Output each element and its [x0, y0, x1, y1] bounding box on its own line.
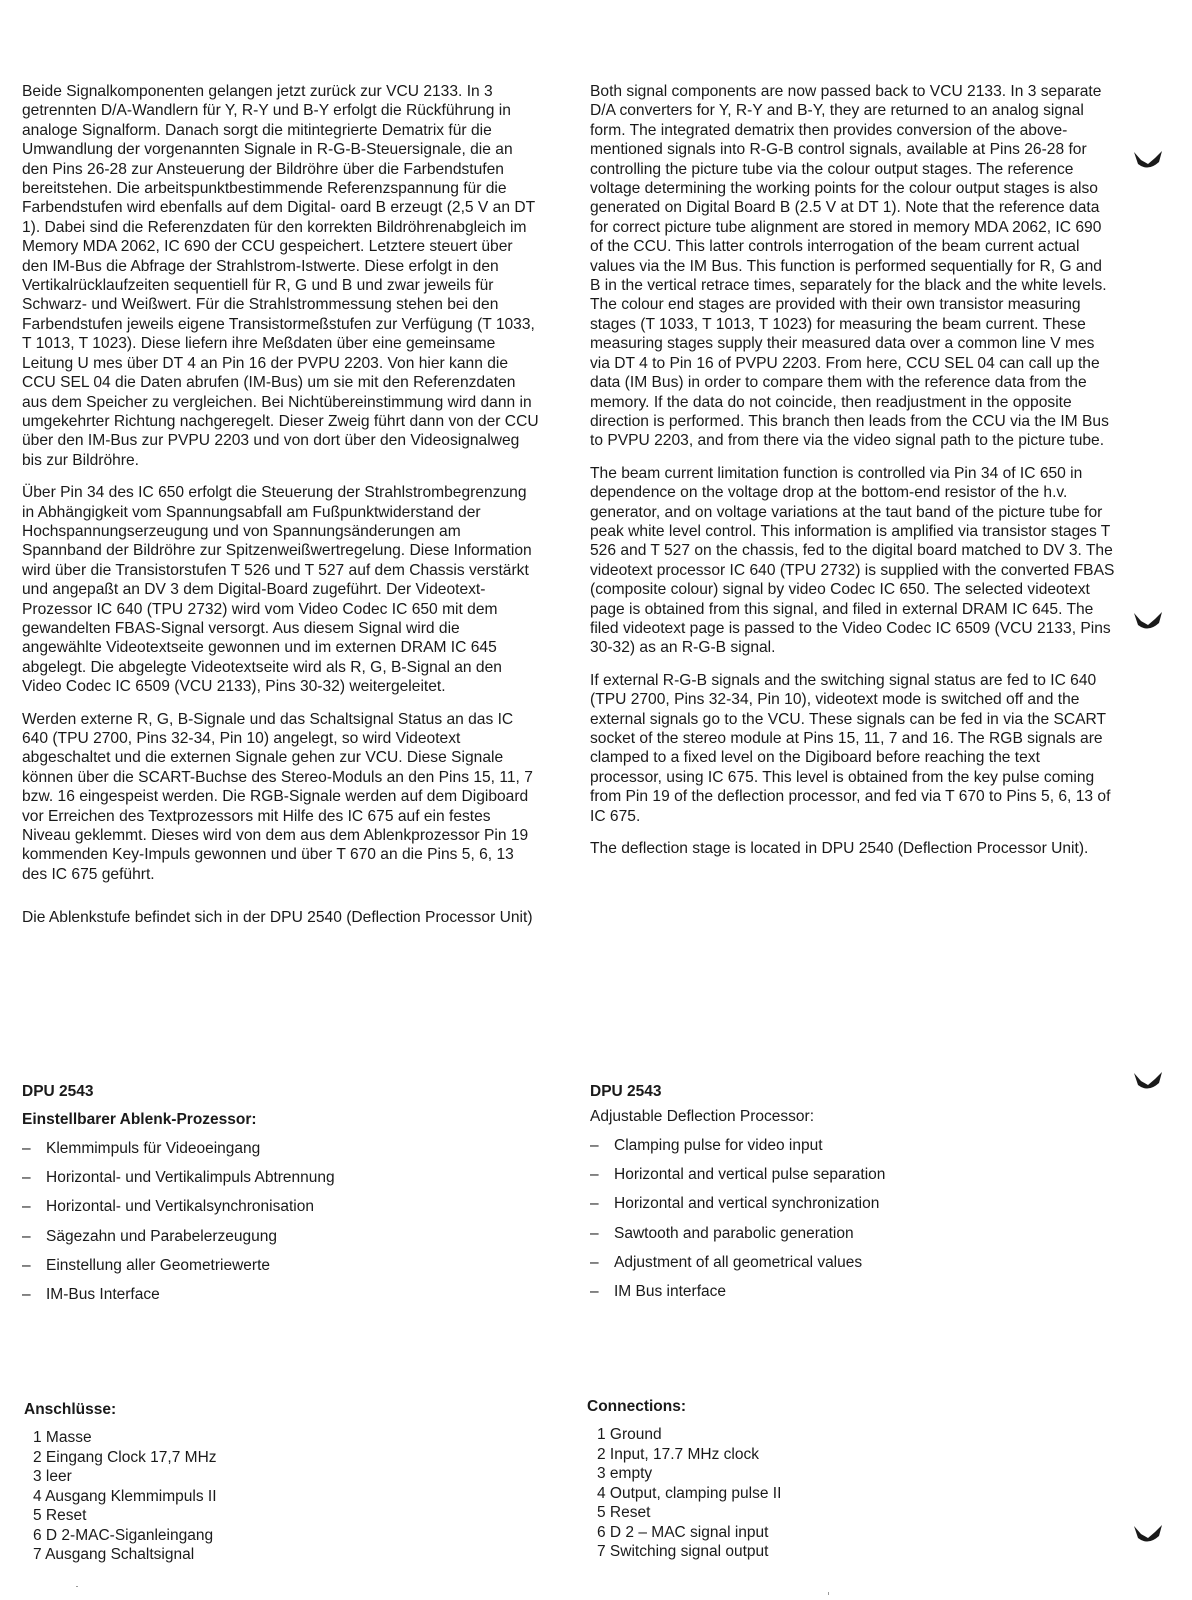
dash-marker: – [590, 1224, 599, 1242]
dash-marker: – [590, 1137, 599, 1154]
list-item: 6 D 2-MAC-Siganleingang [33, 1526, 214, 1544]
german-feature-heading: Einstellbarer Ablenk-Prozessor: [22, 1111, 257, 1128]
margin-mark-icon [1133, 148, 1163, 172]
list-item: – Horizontal and vertical pulse separation [590, 1166, 886, 1184]
list-item: 1 Ground [597, 1426, 662, 1443]
list-item: 3 empty [597, 1465, 653, 1482]
list-item: 1 Masse [33, 1429, 92, 1446]
list-item: – Clamping pulse for video input [590, 1137, 823, 1154]
list-item: – Sawtooth and parabolic generation [590, 1224, 854, 1242]
list-item: 2 Eingang Clock 17,7 MHz [33, 1448, 217, 1466]
german-model-heading: DPU 2543 [22, 1083, 94, 1100]
scan-speck [828, 1592, 829, 1595]
english-connections-list [597, 1425, 781, 1562]
list-item: 4 Output, clamping pulse II [597, 1484, 782, 1502]
german-feature-list [22, 1139, 335, 1314]
dash-marker: – [22, 1140, 31, 1157]
english-feature-heading: Adjustable Deflection Processor: [590, 1108, 815, 1125]
list-item: – Adjustment of all geometrical values [590, 1253, 863, 1271]
english-text-column [590, 82, 1115, 871]
english-paragraph-3: If external R-G-B signals and the switching signal status are fed to IC 640 (TPU 2700, Pins 32-34, Pin 10), videotext mode is switched off and the external signals go to the VCU. These signals can be fed in via the SCART socket of the stereo module at Pins 15, 11, 7 and 16. The RGB signals are clamped to a fixed level on the Digiboard before reaching the text processor, using IC 675. This level is obtained from the key pulse coming from Pin 19 of the deflection processor, and fed via T 670 to Pins 5, 6, 13 of IC 675. [590, 671, 1111, 825]
dash-marker: – [22, 1227, 31, 1245]
list-item: – Horizontal- und Vertikalimpuls Abtrennung [22, 1169, 335, 1187]
german-paragraph-4: Die Ablenkstufe befindet sich in der DPU 2540 (Deflection Processor Unit) [22, 909, 533, 927]
margin-mark-icon [1133, 609, 1163, 633]
list-item: 3 leer [33, 1468, 72, 1485]
german-connections-heading: Anschlüsse: [24, 1401, 117, 1418]
german-paragraph-2: Über Pin 34 des IC 650 erfolgt die Steuerung der Strahlstrombegrenzung in Abhängigkeit vom Spannungsabfall am Fußpunktwiderstand der Hochspannungserzeugung und von Spannungsänderungen am Spannband der Bildröhre zur Spitzenweißwertregelung. Diese Information wird über die Transistorstufen T 526 und T 527 auf dem Chassis verstärkt und angepaßt an DV 3 dem Digital-Board zugeführt. Der Videotext-Prozessor IC 640 (TPU 2732) wird vom Video Codec IC 650 mit dem gewandelten FBAS-Signal versorgt. Aus diesem Signal wird die angewählte Videotextseite gewonnen und im externen DRAM IC 645 abgelegt. Die abgelegte Videotextseite wird als R, G, B-Signal an den Video Codec IC 6509 (VCU 2133), Pins 30-32) weitergeleitet. [22, 484, 532, 696]
dash-marker: – [22, 1198, 31, 1216]
german-paragraph-3: Werden externe R, G, B-Signale und das Schaltsignal Status an das IC 640 (TPU 2700, Pins 32-34, Pin 10) angelegt, so wird Videotext abgeschaltet und die externen Signale gehen zur VCU. Diese Signale können über die SCART-Buchse des Stereo-Moduls an den Pins 15, 11, 7 bzw. 16 eingespeist werden. Die RGB-Signale werden auf dem Digiboard vor Erreichen des Textprozessors mit Hilfe des IC 675 auf ein festes Niveau geklemmt. Dieses wird von dem aus dem Ablenkprozessor Pin 19 kommenden Key-Impuls gewonnen und über T 670 an die Pins 5, 6, 13 des IC 675 geführt. [22, 710, 533, 883]
margin-mark-icon [1133, 1069, 1163, 1093]
english-paragraph-1: Both signal components are now passed back to VCU 2133. In 3 separate D/A converters for Y, R-Y and B-Y, they are returned to an analog signal form. The integrated dematrix then provides conversion of the above-mentioned signals into R-G-B control signals, available at Pins 26-28 for controlling the picture tube via the colour output stages. The reference voltage determining the working points for the colour output stages is also generated on Digital Board B (2.5 V at DT 1). Note that the reference data for correct picture tube alignment are stored in memory MDA 2062, IC 690 of the CCU. This latter controls interrogation of the beam current actual values via the IM Bus. This function is performed sequentially for R, G and B in the vertical retrace times, separately for the black and the white levels. The colour end stages are provided with their own transistor measuring stages (T 1033, T 1013, T 1023) for measuring the beam current. These measuring stages supply their measured data over a common line V mes via DT 4 to Pin 16 of PVPU 2203. From here, CCU SEL 04 can call up the data (IM Bus) in order to compare them with the reference data from the memory. If the data do not coincide, then readjustment in the opposite direction is performed. This branch then leads from the CCU via the IM Bus to PVPU 2203, and from there via the video signal path to the picture tube. [590, 83, 1109, 450]
english-feature-list [590, 1136, 885, 1311]
list-item: 4 Ausgang Klemmimpuls II [33, 1487, 217, 1505]
english-paragraph-2: The beam current limitation function is controlled via Pin 34 of IC 650 in dependence on the voltage drop at the bottom-end resistor of the h.v. generator, and on voltage variations at the taut band of the picture tube for peak white level control. This information is amplified via transistor stages T 526 and T 527 on the chassis, fed to the digital board matched to DV 3. The videotext processor IC 640 (TPU 2732) is supplied with the converted FBAS (composite colour) signal by video Codec IC 650. The selected videotext page is obtained from this signal, and filed in external DRAM IC 645. The filed videotext page is passed to the Video Codec IC 6509 (VCU 2133, Pins 30-32) as an R-G-B signal. [590, 464, 1115, 657]
margin-mark-icon [1133, 1522, 1163, 1546]
list-item: 6 D 2 – MAC signal input [597, 1523, 769, 1541]
list-item: – Horizontal- und Vertikalsynchronisation [22, 1198, 314, 1216]
german-paragraph-1: Beide Signalkomponenten gelangen jetzt zurück zur VCU 2133. In 3 getrennten D/A-Wandlern für Y, R-Y und B-Y erfolgt die Rückführung in analoge Signalform. Danach sorgt die mitintegrierte Dematrix für die Umwandlung der vorgenannten Signale in R-G-B-Steuersignale, die an den Pins 26-28 zur Ansteuerung der Bildröhre über die Farbendstufen bereitstehen. Die arbeitspunktbestimmende Referenzspannung für die Farbendstufen wird ebenfalls auf dem Digital- oard B erzeugt (2,5 V an DT 1). Dabei sind die Referenzdaten für den korrekten Bildröhrenabgleich im Memory MDA 2062, IC 690 der CCU gespeichert. Letztere steuert über den IM-Bus die Abfrage der Strahlstrom-Istwerte. Diese erfolgt in den Vertikalrücklaufzeiten sequentiell für R, G und B und zwar jeweils für Schwarz- und Weißwert. Für die Strahlstrommessung stehen bei den Farbendstufen jeweils eigene Transistormeßstufen zur Verfügung (T 1033, T 1013, T 1023). Diese liefern ihre Meßdaten über eine gemeinsame Leitung U mes über DT 4 an Pin 16 der PVPU 2203. Von hier kann die CCU SEL 04 die Daten abrufen (IM-Bus) um sie mit den Referenzdaten aus dem Speicher zu vergleichen. Bei Nichtübereinstimmung wird dann in umgekehrter Richtung nachgeregelt. Dieser Zweig führt dann von der CCU über den IM-Bus zur PVPU 2203 und von dort über den Videosignalweg bis zur Bildröhre. [22, 83, 539, 469]
dash-marker: – [590, 1282, 599, 1300]
list-item: 5 Reset [597, 1504, 651, 1521]
list-item: – IM-Bus Interface [22, 1285, 160, 1303]
dash-marker: – [22, 1285, 31, 1303]
list-item: 5 Reset [33, 1507, 87, 1524]
dash-marker: – [22, 1169, 31, 1187]
english-connections-heading: Connections: [587, 1398, 687, 1415]
list-item: 7 Ausgang Schaltsignal [33, 1546, 195, 1563]
list-item: – Klemmimpuls für Videoeingang [22, 1140, 261, 1157]
german-connections-list [33, 1428, 217, 1565]
dash-marker: – [22, 1256, 31, 1274]
list-item: – Horizontal and vertical synchronization [590, 1195, 880, 1213]
scan-speck [76, 1586, 78, 1587]
list-item: – IM Bus interface [590, 1282, 726, 1300]
dash-marker: – [590, 1166, 599, 1184]
dash-marker: – [590, 1253, 599, 1271]
list-item: 2 Input, 17.7 MHz clock [597, 1445, 759, 1463]
english-paragraph-4: The deflection stage is located in DPU 2540 (Deflection Processor Unit). [590, 840, 1089, 858]
list-item: 7 Switching signal output [597, 1543, 769, 1560]
english-model-heading: DPU 2543 [590, 1083, 662, 1100]
list-item: – Sägezahn und Parabelerzeugung [22, 1227, 277, 1245]
german-text-column [22, 82, 542, 941]
dash-marker: – [590, 1195, 599, 1213]
list-item: – Einstellung aller Geometriewerte [22, 1256, 270, 1274]
